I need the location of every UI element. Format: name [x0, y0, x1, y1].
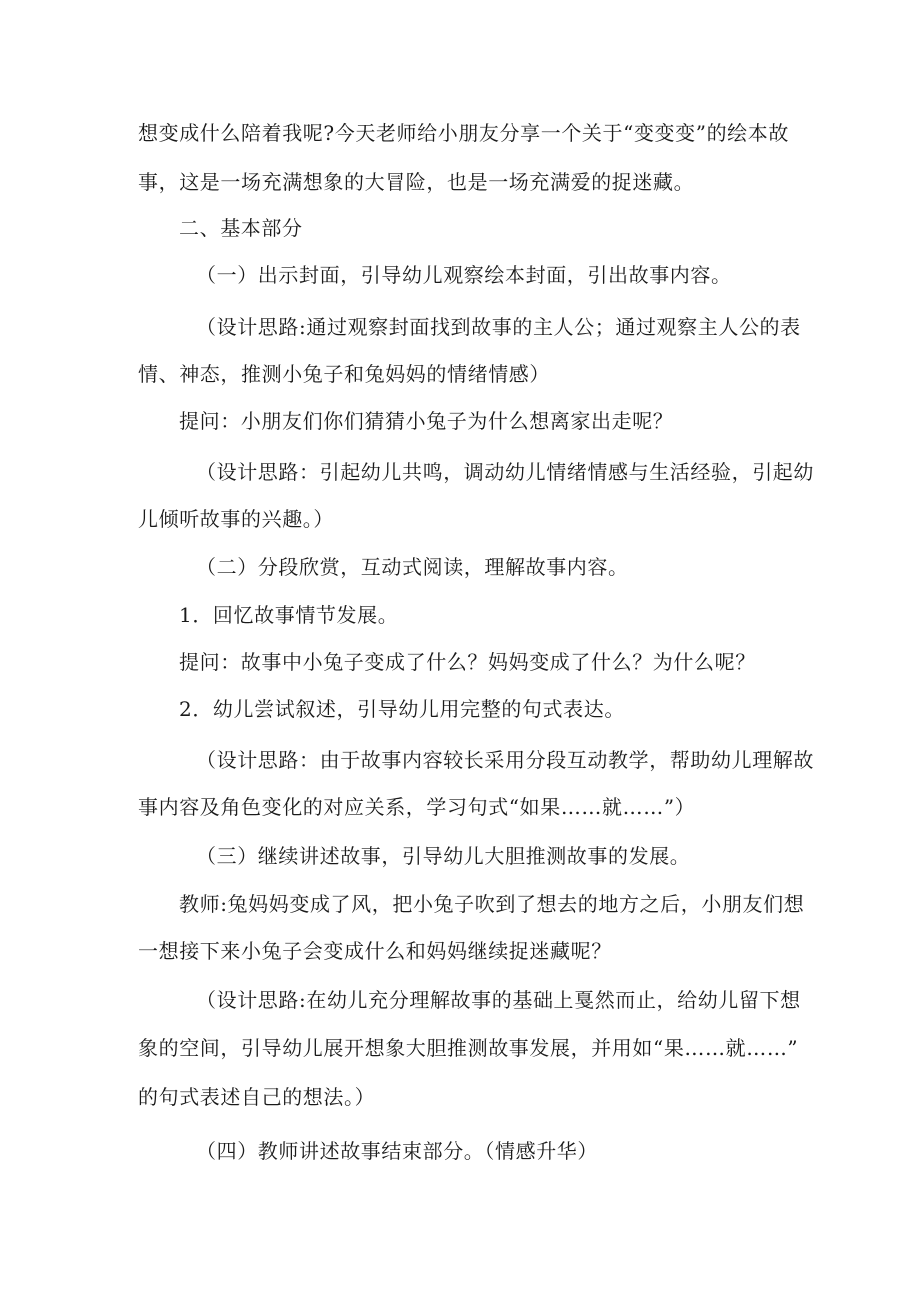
subsection-heading-3: （三）继续讲述故事，引导幼儿大胆推测故事的发展。: [196, 844, 691, 868]
design-note-2-line-1: （设计思路：引起幼儿共鸣，调动幼儿情绪情感与生活经验，引起幼: [196, 460, 814, 484]
design-note-3-line-2: 事内容及角色变化的对应关系，学习句式“如果……就……”）: [138, 795, 696, 819]
step-1: 1．回忆故事情节发展。: [179, 603, 399, 627]
subsection-heading-4: （四）教师讲述故事结束部分。（情感升华）: [196, 1139, 598, 1163]
paragraph-intro-line-2: 事，这是一场充满想象的大冒险，也是一场充满爱的捉迷藏。: [138, 170, 695, 194]
step-2: 2．幼儿尝试叙述，引导幼儿用完整的句式表达。: [179, 697, 625, 721]
design-note-3-line-1: （设计思路：由于故事内容较长采用分段互动教学，帮助幼儿理解故: [196, 748, 814, 772]
section-heading-basic: 二、基本部分: [179, 216, 303, 240]
design-note-2-line-2: 儿倾听故事的兴趣。）: [138, 507, 334, 531]
design-note-4-line-3: 的句式表述自己的想法。）: [138, 1085, 376, 1109]
design-note-4-line-1: （设计思路:在幼儿充分理解故事的基础上戛然而止，给幼儿留下想: [196, 988, 801, 1012]
teacher-line-2: 一想接下来小兔子会变成什么和妈妈继续捉迷藏呢？: [138, 939, 612, 963]
subsection-heading-1: （一）出示封面，引导幼儿观察绘本封面，引出故事内容。: [196, 263, 732, 287]
paragraph-intro-line-1: 想变成什么陪着我呢?今天老师给小朋友分享一个关于“变变变”的绘本故: [138, 121, 789, 145]
design-note-1-line-2: 情、神态，推测小兔子和兔妈妈的情绪情感）: [138, 362, 550, 386]
teacher-line-1: 教师:兔妈妈变成了风，把小兔子吹到了想去的地方之后，小朋友们想: [179, 892, 805, 916]
subsection-heading-2: （二）分段欣赏，互动式阅读，理解故事内容。: [196, 555, 629, 579]
question-2: 提问：故事中小兔子变成了什么？妈妈变成了什么？为什么呢？: [179, 650, 756, 674]
question-1: 提问：小朋友们你们猜猜小兔子为什么想离家出走呢？: [179, 409, 674, 433]
design-note-4-line-2: 象的空间，引导幼儿展开想象大胆推测故事发展，并用如“果……就……”: [138, 1036, 799, 1060]
design-note-1-line-1: （设计思路:通过观察封面找到故事的主人公；通过观察主人公的表: [196, 315, 801, 339]
